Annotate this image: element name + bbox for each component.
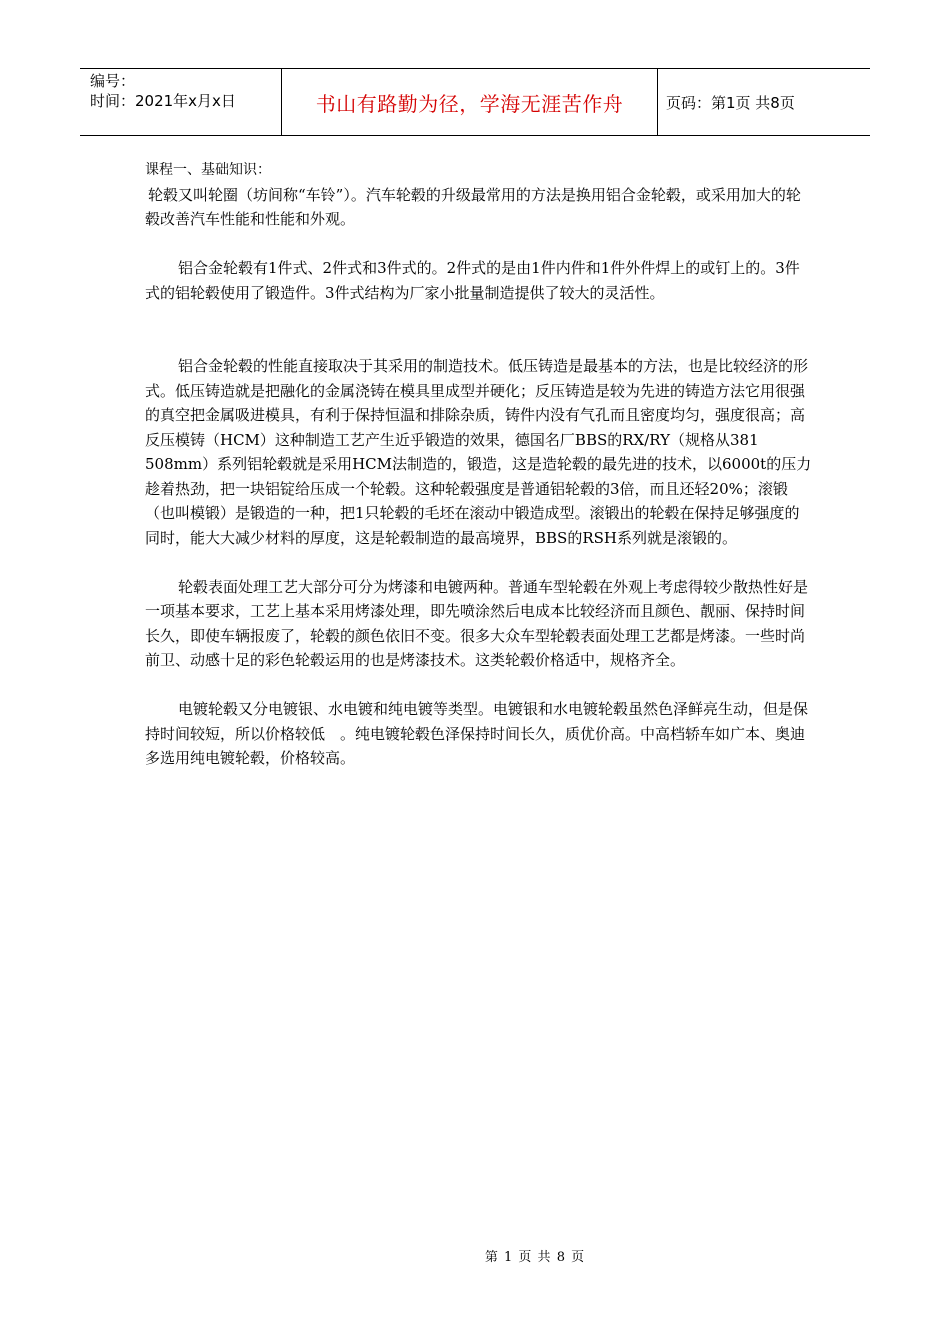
page-info: 页码：第1页 共8页 — [666, 93, 795, 112]
header-page-cell — [658, 69, 870, 135]
paragraph-plating: 电镀轮毂又分电镀银、水电镀和纯电镀等类型。电镀银和水电镀轮毂虽然色泽鲜亮生动，但是保持时间较短，所以价格较低 。纯电镀轮毂色泽保持时间长久，质优价高。中高档轿车如广本、奥迪多选用纯电镀轮毂，价格较高。 — [145, 700, 809, 767]
page-footer — [0, 1246, 950, 1265]
paragraph-piece-types: 铝合金轮毂有1件式、2件式和3件式的。2件式的是由1件内件和1件外件焊上的或钉上的。3件式的铝轮毂使用了锻造件。3件式结构为厂家小批量制造提供了较大的灵活性。 — [145, 259, 800, 302]
footer-page-number: 第 1 页 共 8 页 — [484, 1250, 586, 1265]
intro-paragraph: 轮毂又叫轮圈（坊间称“车铃”）。汽车轮毂的升级最常用的方法是换用铝合金轮毂，或采用加大的轮毂改善汽车性能和性能和外观。 — [145, 185, 801, 228]
motto-text: 书山有路勤为径，学海无涯苦作舟 — [315, 91, 624, 116]
document-header — [80, 68, 870, 136]
header-motto-cell — [282, 69, 658, 135]
number-label: 编号： — [90, 72, 136, 90]
document-body — [145, 158, 813, 771]
date-label: 时间：2021年x月x日 — [90, 92, 236, 110]
paragraph-surface-treatment: 轮毂表面处理工艺大部分可分为烤漆和电镀两种。普通车型轮毂在外观上考虑得较少散热性好是一项基本要求，工艺上基本采用烤漆处理，即先喷涂然后电成本比较经济而且颜色、靓丽、保持时间长久，即使车辆报废了，轮毂的颜色依旧不变。很多大众车型轮毂表面处理工艺都是烤漆。一些时尚前卫、动感十足的彩色轮毂运用的也是烤漆技术。这类轮毂价格适中，规格齐全。 — [145, 577, 809, 669]
paragraph-manufacturing: 铝合金轮毂的性能直接取决于其采用的制造技术。低压铸造是最基本的方法，也是比较经济的形式。低压铸造就是把融化的金属浇铸在模具里成型并硬化；反压铸造是较为先进的铸造方法它用很强的真空把金属吸进模具，有利于保持恒温和排除杂质，铸件内没有气孔而且密度均匀，强度很高；高反压模铸（HCM）这种制造工艺产生近乎锻造的效果，德国名厂BBS的RX/RY（规格从381 508mm）系列铝轮毂就是采用HCM法制造的，锻造，这是造轮毂的最先进的技术，以6000t的压力趁着热劲，把一块铝锭给压成一个轮毂。这种轮毂强度是普通铝轮毂的3倍，而且还轻20%；滚锻（也叫模锻）是锻造的一种，把1只轮毂的毛坯在滚动中锻造成型。滚锻出的轮毂在保持足够强度的同时，能大大减少材料的厚度，这是轮毂制造的最高境界，BBS的RSH系列就是滚锻的。 — [145, 357, 812, 547]
header-meta-cell — [80, 69, 282, 135]
section-title: 课程一、基础知识： — [145, 162, 271, 178]
